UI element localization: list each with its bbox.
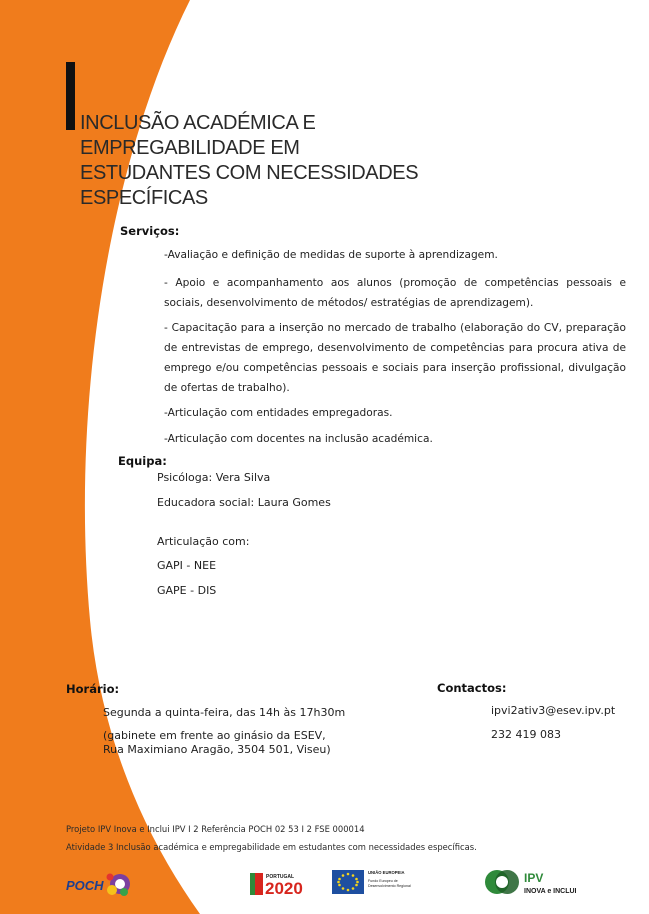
team-educator: Educadora social: Laura Gomes: [157, 496, 331, 509]
footer-activity: Atividade 3 Inclusão académica e empregabilidade em estudantes com necessidades específicas.: [66, 842, 477, 852]
contact-email[interactable]: ipvi2ativ3@esev.ipv.pt: [491, 704, 616, 717]
team-heading: Equipa:: [118, 454, 167, 468]
service-item: [164, 273, 626, 313]
service-item-text: - Capacitação para a inserção no mercado de trabalho (elaboração do CV, preparação de entrevistas de emprego, desenvolvimento de competências para procura ativa de emprego e/ou competências pessoais e sociais para inserção profissional, divulgação de ofertas de trabalho).: [164, 322, 626, 394]
ipv-tagline: INOVA e INCLUI: [524, 888, 577, 895]
schedule-days: Segunda a quinta-feira, das 14h às 17h30m: [103, 706, 346, 719]
service-item: -Articulação com docentes na inclusão académica.: [164, 433, 433, 445]
ipv-logo: [484, 866, 594, 898]
services-heading: Serviços:: [120, 224, 180, 238]
portugal-2020-logo: [250, 868, 322, 898]
team-psychologist: Psicóloga: Vera Silva: [157, 471, 271, 484]
service-item: -Articulação com entidades empregadoras.: [164, 407, 393, 419]
eu-fund-line1: Fundo Europeu de: [368, 879, 398, 883]
schedule-location-1: (gabinete em frente ao ginásio da ESEV,: [103, 729, 326, 742]
service-item-text: - Apoio e acompanhamento aos alunos (promoção de competências pessoais e sociais, desenvolvimento de métodos/ estratégias de aprendizagem).: [164, 277, 626, 309]
eu-fund-line2: Desenvolvimento Regional: [368, 884, 411, 888]
portugal-label: PORTUGAL: [266, 874, 295, 880]
ipv-name: IPV: [524, 871, 544, 885]
title-line-2: ESTUDANTES COM NECESSIDADES ESPECÍFICAS: [80, 162, 419, 209]
schedule-location-2: Rua Maximiano Aragão, 3504 501, Viseu): [103, 743, 331, 756]
title-accent-bar: [66, 62, 75, 130]
service-item: -Avaliação e definição de medidas de suporte à aprendizagem.: [164, 249, 498, 261]
poch-logo-text: POCH: [66, 878, 104, 893]
partner-gapi: GAPI - NEE: [157, 559, 217, 572]
service-item: [164, 318, 626, 398]
contacts-heading: Contactos:: [437, 681, 507, 695]
title-line-1: INCLUSÃO ACADÉMICA E EMPREGABILIDADE EM: [80, 112, 316, 159]
contact-phone[interactable]: 232 419 083: [491, 728, 561, 741]
poch-logo: [64, 868, 132, 900]
document-title: [80, 111, 500, 211]
eu-label: UNIÃO EUROPEIA: [368, 870, 405, 875]
articulation-label: Articulação com:: [157, 535, 250, 548]
schedule-heading: Horário:: [66, 682, 120, 696]
partner-gape: GAPE - DIS: [157, 584, 217, 597]
footer-project: Projeto IPV Inova e Inclui IPV I 2 Referência POCH 02 53 I 2 FSE 000014: [66, 824, 365, 834]
eu-logo: [332, 868, 422, 898]
portugal-year: 2020: [265, 879, 303, 898]
